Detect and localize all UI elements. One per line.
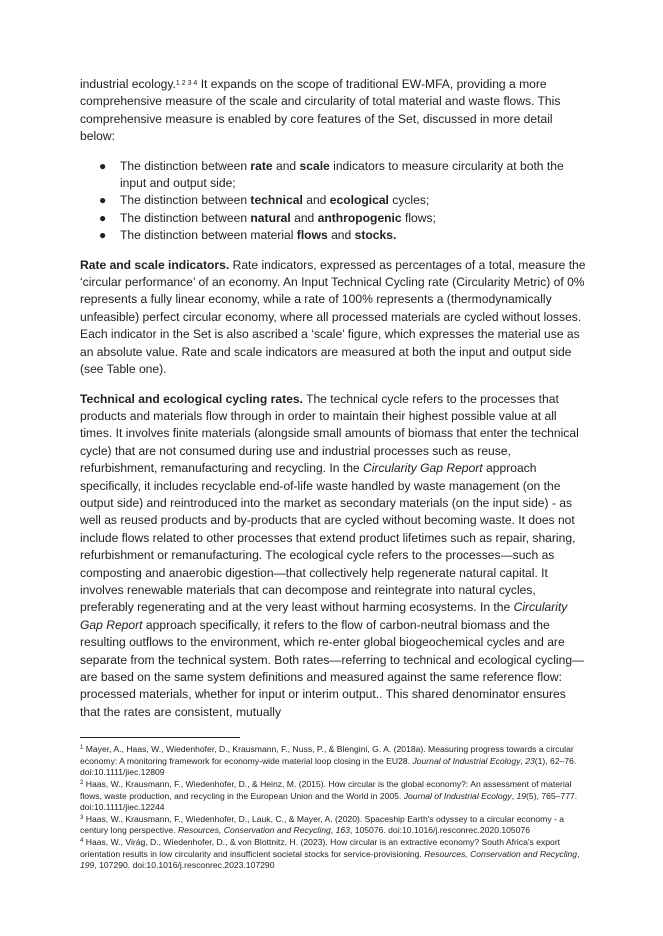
document-page <box>80 76 588 872</box>
list-item: ● The distinction between technical and ecological cycles; <box>99 193 430 208</box>
footnote: $^1$ Mayer, A., Haas, W., Wiedenhofer, D., Krausmann, F., Nuss, P., & Blengini, G. A. (2018a). Measuring progress towards a circular economy: A monitoring framework for economy‐wide material loop closing in the EU28. Journal of Industrial Ecology, 23(1), 62–76. doi:10.1111/jiec.12809 <box>80 744 577 778</box>
footnote: $^4$ Haas, W., Virág, D., Wiedenhofer, D., & von Blottnitz, H. (2023). How circular is an extractive economy? South Africa's export orientation results in low circularity and insufficient societal stocks for service-provisioning. Resources, Conservation and Recycling, 199, 107290. doi:10.1016/j.resconrec.2023.107290 <box>80 836 580 871</box>
section-heading: Technical and ecological cycling rates. <box>80 391 303 406</box>
list-item: ● The distinction between rate and scale indicators to measure circularity at both the input and output side; <box>99 158 564 191</box>
footnote-divider <box>80 737 240 738</box>
technical-ecological-paragraph: Technical and ecological cycling rates. The technical cycle refers to the processes that products and materials flow through in order to maintain their highest possible value at all times. It involves finite materials (alongside small amounts of biomass that enter the technical cycle) that are not consumed during use and industrial processes such as reuse, refurbishment, remanufacturing and recycling. In the Circularity Gap Report approach specifically, it includes recyclable end-of-life waste handled by waste management (on the output side) and reintroduced into the market as secondary materials (on the input side) - as well as reused products and by-products that are cycled without becoming waste. It does not include flows related to other processes that extend product lifetimes such as repair, sharing, refurbishment or remanufacturing. The ecological cycle refers to the processes—such as composting and anaerobic digestion—that collectively help regenerate natural capital. It involves renewable materials that can decompose and reintegrate into natural cycles, preferably regenerating and at the very least without harming ecosystems. In the Circularity Gap Report approach specifically, it refers to the flow of carbon-neutral biomass and the resulting outflows to the environment, which re-enter global biogeochemical cycles and are separate from the technical system. Both rates—referring to technical and ecological cycling—are based on the same system definitions and measured against the same reference flow: processed materials, whether for input or interim output.. This shared denominator ensures that the rates are consistent, mutually <box>80 391 585 719</box>
rate-scale-paragraph: Rate and scale indicators. Rate indicators, expressed as percentages of a total, measure the ‘circular performance’ of an economy. An Input Technical Cycling rate (Circularity Metric) of 0% represents a fully linear economy, while a rate of 100% represents a (thermodynamically unfeasible) perfect circular economy, where all processed materials are cycled without losses. Each indicator in the Set is also ascribed a ‘scale’ figure, which expresses the material use as an absolute value. Rate and scale indicators are measured at both the input and output side (see Table one). <box>80 257 586 377</box>
intro-paragraph: industrial ecology.$^{1 2 3 4}$ It expands on the scope of traditional EW-MFA, providing a more comprehensive measure of the scale and circularity of total material and waste flows. This comprehensive measure is enabled by core features of the Set, discussed in more detail below: <box>80 77 561 144</box>
section-heading: Rate and scale indicators. <box>80 257 230 272</box>
footnote-refs[interactable]: 1 2 3 4 <box>175 80 198 87</box>
feature-list <box>80 158 588 245</box>
footnote: $^2$ Haas, W., Krausmann, F., Wiedenhofer, D., & Heinz, M. (2015). How circular is the global economy?: An assessment of material flows, waste production, and recycling in the European Union and the World in 2005. Journal of Industrial Ecology, 19(5), 765–777. doi:10.1111/jiec.12244 <box>80 779 578 813</box>
list-item: ● The distinction between material flows and stocks. <box>99 228 397 243</box>
list-item: ● The distinction between natural and anthropogenic flows; <box>99 210 436 225</box>
footnote: $^3$ Haas, W., Krausmann, F., Wiedenhofer, D., Lauk, C., & Mayer, A. (2020). Spaceship Earth's odyssey to a circular economy - a century long perspective. Resources, Conservation and Recycling, 163, 105076. doi:10.1016/j.resconrec.2020.105076 <box>80 813 565 836</box>
